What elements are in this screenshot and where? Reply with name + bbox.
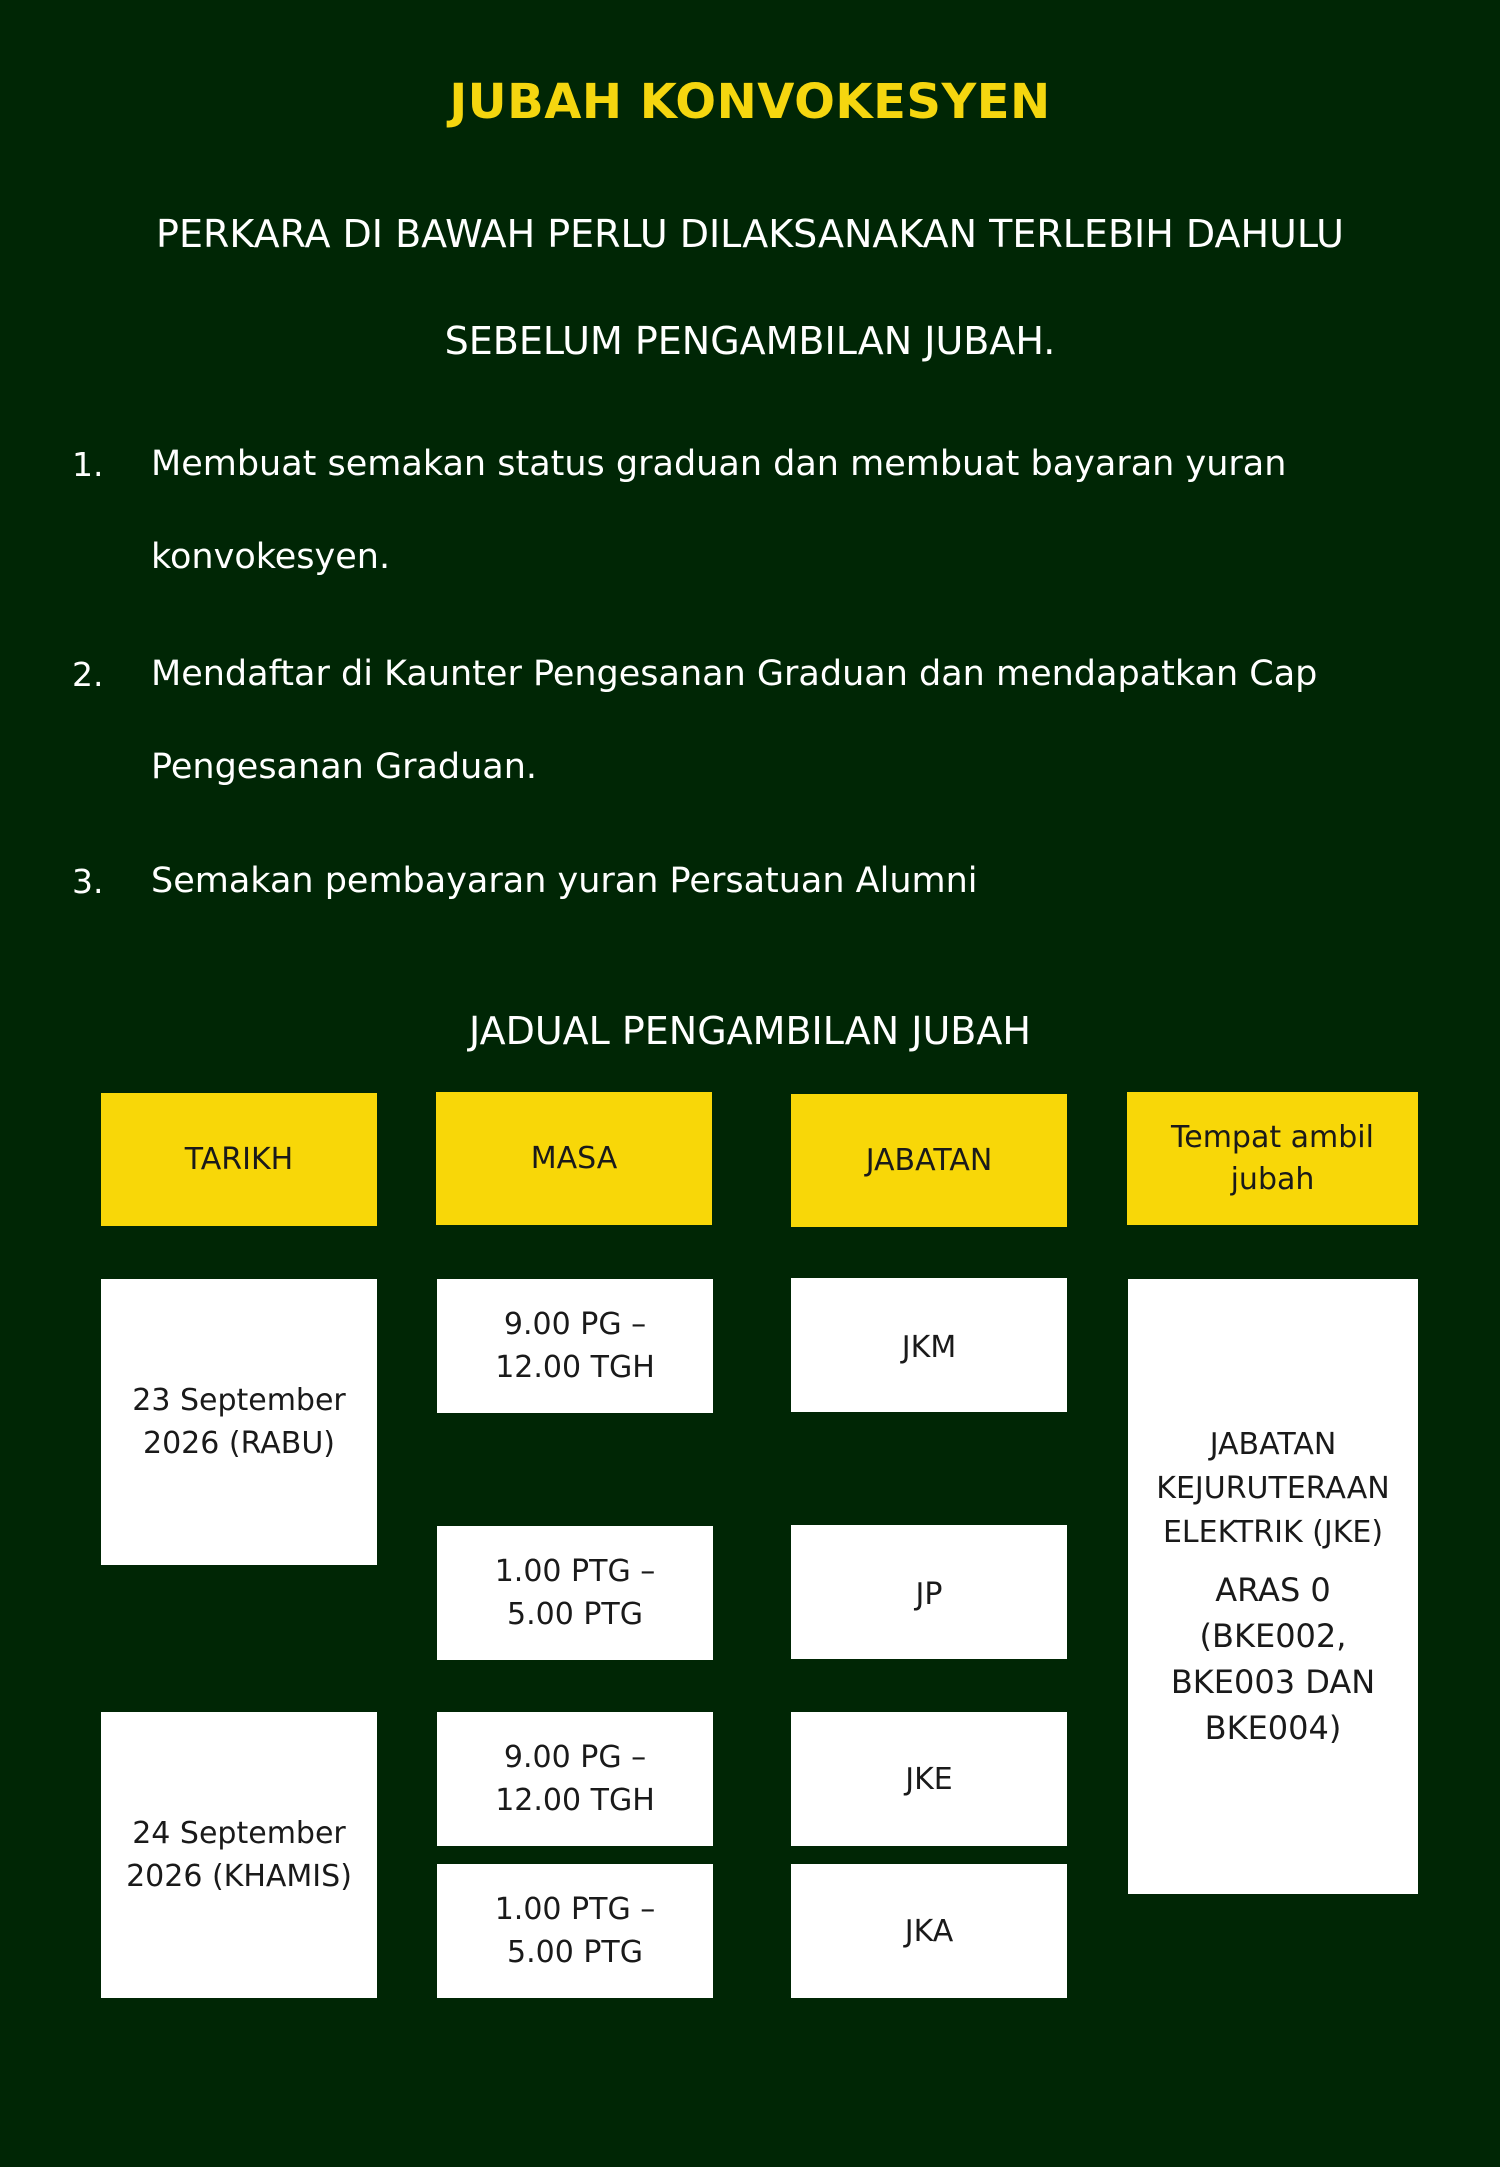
dept-1-label: JKM bbox=[901, 1330, 957, 1365]
place-line-1: JABATAN bbox=[1209, 1426, 1337, 1462]
place-line-4: ARAS 0 bbox=[1215, 1570, 1331, 1609]
time-2-line-1: 1.00 PTG – bbox=[494, 1554, 656, 1589]
place-line-3: ELEKTRIK (JKE) bbox=[1162, 1514, 1384, 1550]
place-line-6: BKE003 DAN bbox=[1170, 1662, 1376, 1701]
time-cell-4 bbox=[437, 1864, 713, 1998]
place-department bbox=[1156, 1423, 1389, 1555]
date-cell-2 bbox=[101, 1712, 377, 1998]
date-2-line-1: 24 September bbox=[132, 1816, 346, 1851]
step-number-1: 1. bbox=[72, 445, 104, 484]
place-rooms bbox=[1171, 1567, 1375, 1751]
dept-cell-1 bbox=[791, 1278, 1067, 1412]
step-number-2: 2. bbox=[72, 655, 104, 694]
header-department-label: JABATAN bbox=[865, 1142, 993, 1178]
schedule-title: JADUAL PENGAMBILAN JUBAH bbox=[469, 1009, 1031, 1053]
dept-cell-2 bbox=[791, 1525, 1067, 1659]
time-4-line-2: 5.00 PTG bbox=[506, 1935, 643, 1970]
header-place-line-2: jubah bbox=[1230, 1161, 1315, 1197]
header-time bbox=[436, 1092, 712, 1225]
header-department bbox=[791, 1094, 1067, 1227]
page-title: JUBAH KONVOKESYEN bbox=[449, 74, 1051, 130]
time-cell-3 bbox=[437, 1712, 713, 1846]
date-1-line-2: 2026 (RABU) bbox=[143, 1426, 335, 1461]
subtitle-line-2: SEBELUM PENGAMBILAN JUBAH. bbox=[444, 319, 1056, 363]
subtitle-line-1: PERKARA DI BAWAH PERLU DILAKSANAKAN TERLEBIH DAHULU bbox=[156, 212, 1344, 256]
dept-cell-3 bbox=[791, 1712, 1067, 1846]
step-number-3: 3. bbox=[72, 862, 104, 901]
header-date bbox=[101, 1093, 377, 1226]
time-4-line-1: 1.00 PTG – bbox=[494, 1892, 656, 1927]
dept-2-label: JP bbox=[915, 1577, 943, 1612]
time-3-line-1: 9.00 PG – bbox=[503, 1740, 647, 1775]
header-date-label: TARIKH bbox=[184, 1141, 294, 1177]
time-cell-1 bbox=[437, 1279, 713, 1413]
time-cell-2 bbox=[437, 1526, 713, 1660]
place-line-5: (BKE002, bbox=[1199, 1616, 1347, 1655]
dept-4-label: JKA bbox=[904, 1913, 954, 1949]
place-line-7: BKE004) bbox=[1204, 1708, 1342, 1747]
step-2-line-1: Mendaftar di Kaunter Pengesanan Graduan dan mendapatkan Cap bbox=[151, 654, 1318, 694]
time-2-line-2: 5.00 PTG bbox=[506, 1597, 643, 1632]
time-1-line-1: 9.00 PG – bbox=[503, 1307, 647, 1342]
step-2-line-2: Pengesanan Graduan. bbox=[151, 747, 538, 787]
step-1-line-1: Membuat semakan status graduan dan membuat bayaran yuran bbox=[151, 444, 1287, 484]
step-text-3 bbox=[151, 835, 1401, 928]
time-1-line-2: 12.00 TGH bbox=[495, 1350, 655, 1385]
header-time-label: MASA bbox=[530, 1140, 618, 1176]
time-3-line-2: 12.00 TGH bbox=[495, 1783, 655, 1818]
step-text-1 bbox=[151, 418, 1401, 604]
step-text-2 bbox=[151, 628, 1401, 814]
place-line-2: KEJURUTERAAN bbox=[1156, 1470, 1390, 1506]
dept-cell-4 bbox=[791, 1864, 1067, 1998]
date-cell-1 bbox=[101, 1279, 377, 1565]
header-place bbox=[1127, 1092, 1418, 1225]
step-3-line-1: Semakan pembayaran yuran Persatuan Alumni bbox=[151, 861, 978, 901]
date-2-line-2: 2026 (KHAMIS) bbox=[126, 1859, 352, 1894]
step-1-line-2: konvokesyen. bbox=[151, 537, 391, 577]
header-place-line-1: Tempat ambil bbox=[1171, 1119, 1374, 1155]
place-cell bbox=[1128, 1279, 1418, 1894]
dept-3-label: JKE bbox=[905, 1761, 953, 1797]
date-1-line-1: 23 September bbox=[132, 1383, 346, 1418]
